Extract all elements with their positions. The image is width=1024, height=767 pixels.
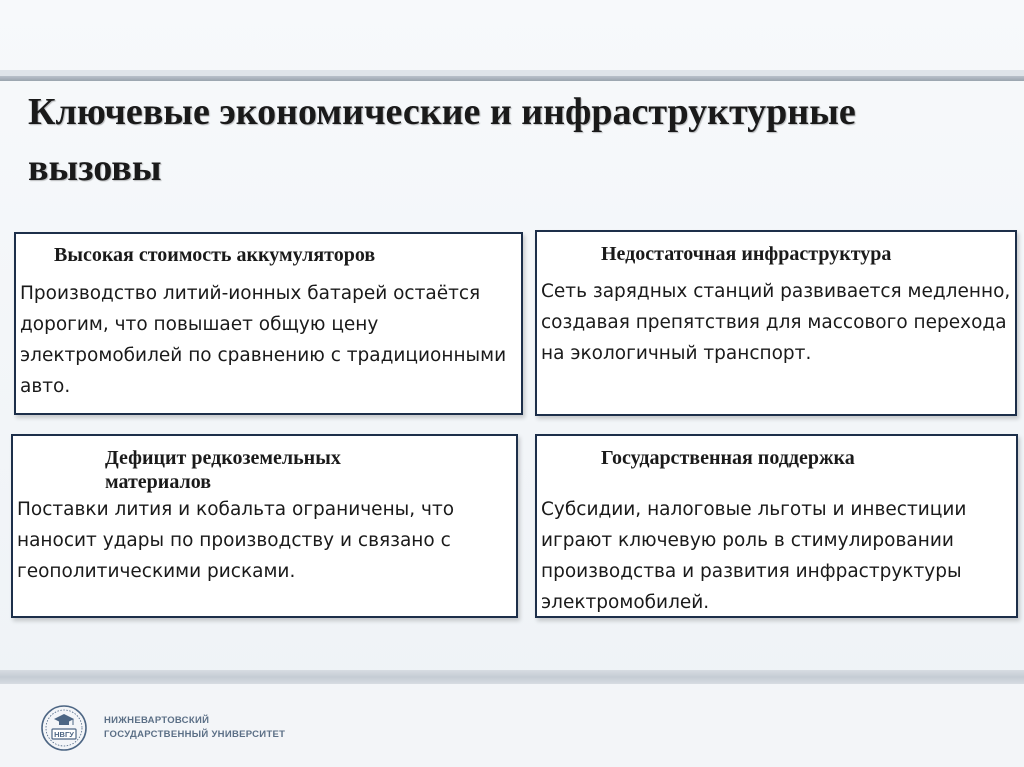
card-title: Недостаточная инфраструктура <box>601 243 892 265</box>
card-text: Субсидии, налоговые льготы и инвестиции играют ключевую роль в стимулировании производства и развития инфраструктуры электромобилей. <box>541 499 967 613</box>
slide-title-line-2: вызовы <box>28 147 162 189</box>
card-title: Государственная поддержка <box>601 447 855 469</box>
slide-title-line-1: Ключевые экономические и инфраструктурные <box>28 91 856 133</box>
slide-title <box>28 84 1018 196</box>
card-text: Производство литий-ионных батарей остаётся дорогим, что повышает общую цену электромобилей по сравнению с традиционными авто. <box>20 283 507 397</box>
university-name-line-2: ГОСУДАРСТВЕННЫЙ УНИВЕРСИТЕТ <box>104 729 286 740</box>
card-title: Дефицит редкоземельных материалов <box>105 447 341 493</box>
header-band <box>0 76 1024 81</box>
card-text: Поставки лития и кобальта ограничены, что наносит удары по производству и связано с геополитическими рисками. <box>17 499 455 582</box>
card-infrastructure <box>535 230 1017 416</box>
footer-band <box>0 670 1024 684</box>
card-rare-materials <box>11 434 518 618</box>
card-text: Сеть зарядных станций развивается медленно, создавая препятствия для массового перехода на экологичный транспорт. <box>541 281 1011 364</box>
card-title: Высокая стоимость аккумуляторов <box>54 244 376 266</box>
university-name <box>104 714 285 742</box>
university-name-line-1: НИЖНЕВАРТОВСКИЙ <box>104 715 210 726</box>
university-logo-icon <box>40 704 88 752</box>
logo-text: НВГУ <box>54 730 74 739</box>
card-state-support <box>535 434 1018 618</box>
card-battery-cost <box>14 232 523 415</box>
